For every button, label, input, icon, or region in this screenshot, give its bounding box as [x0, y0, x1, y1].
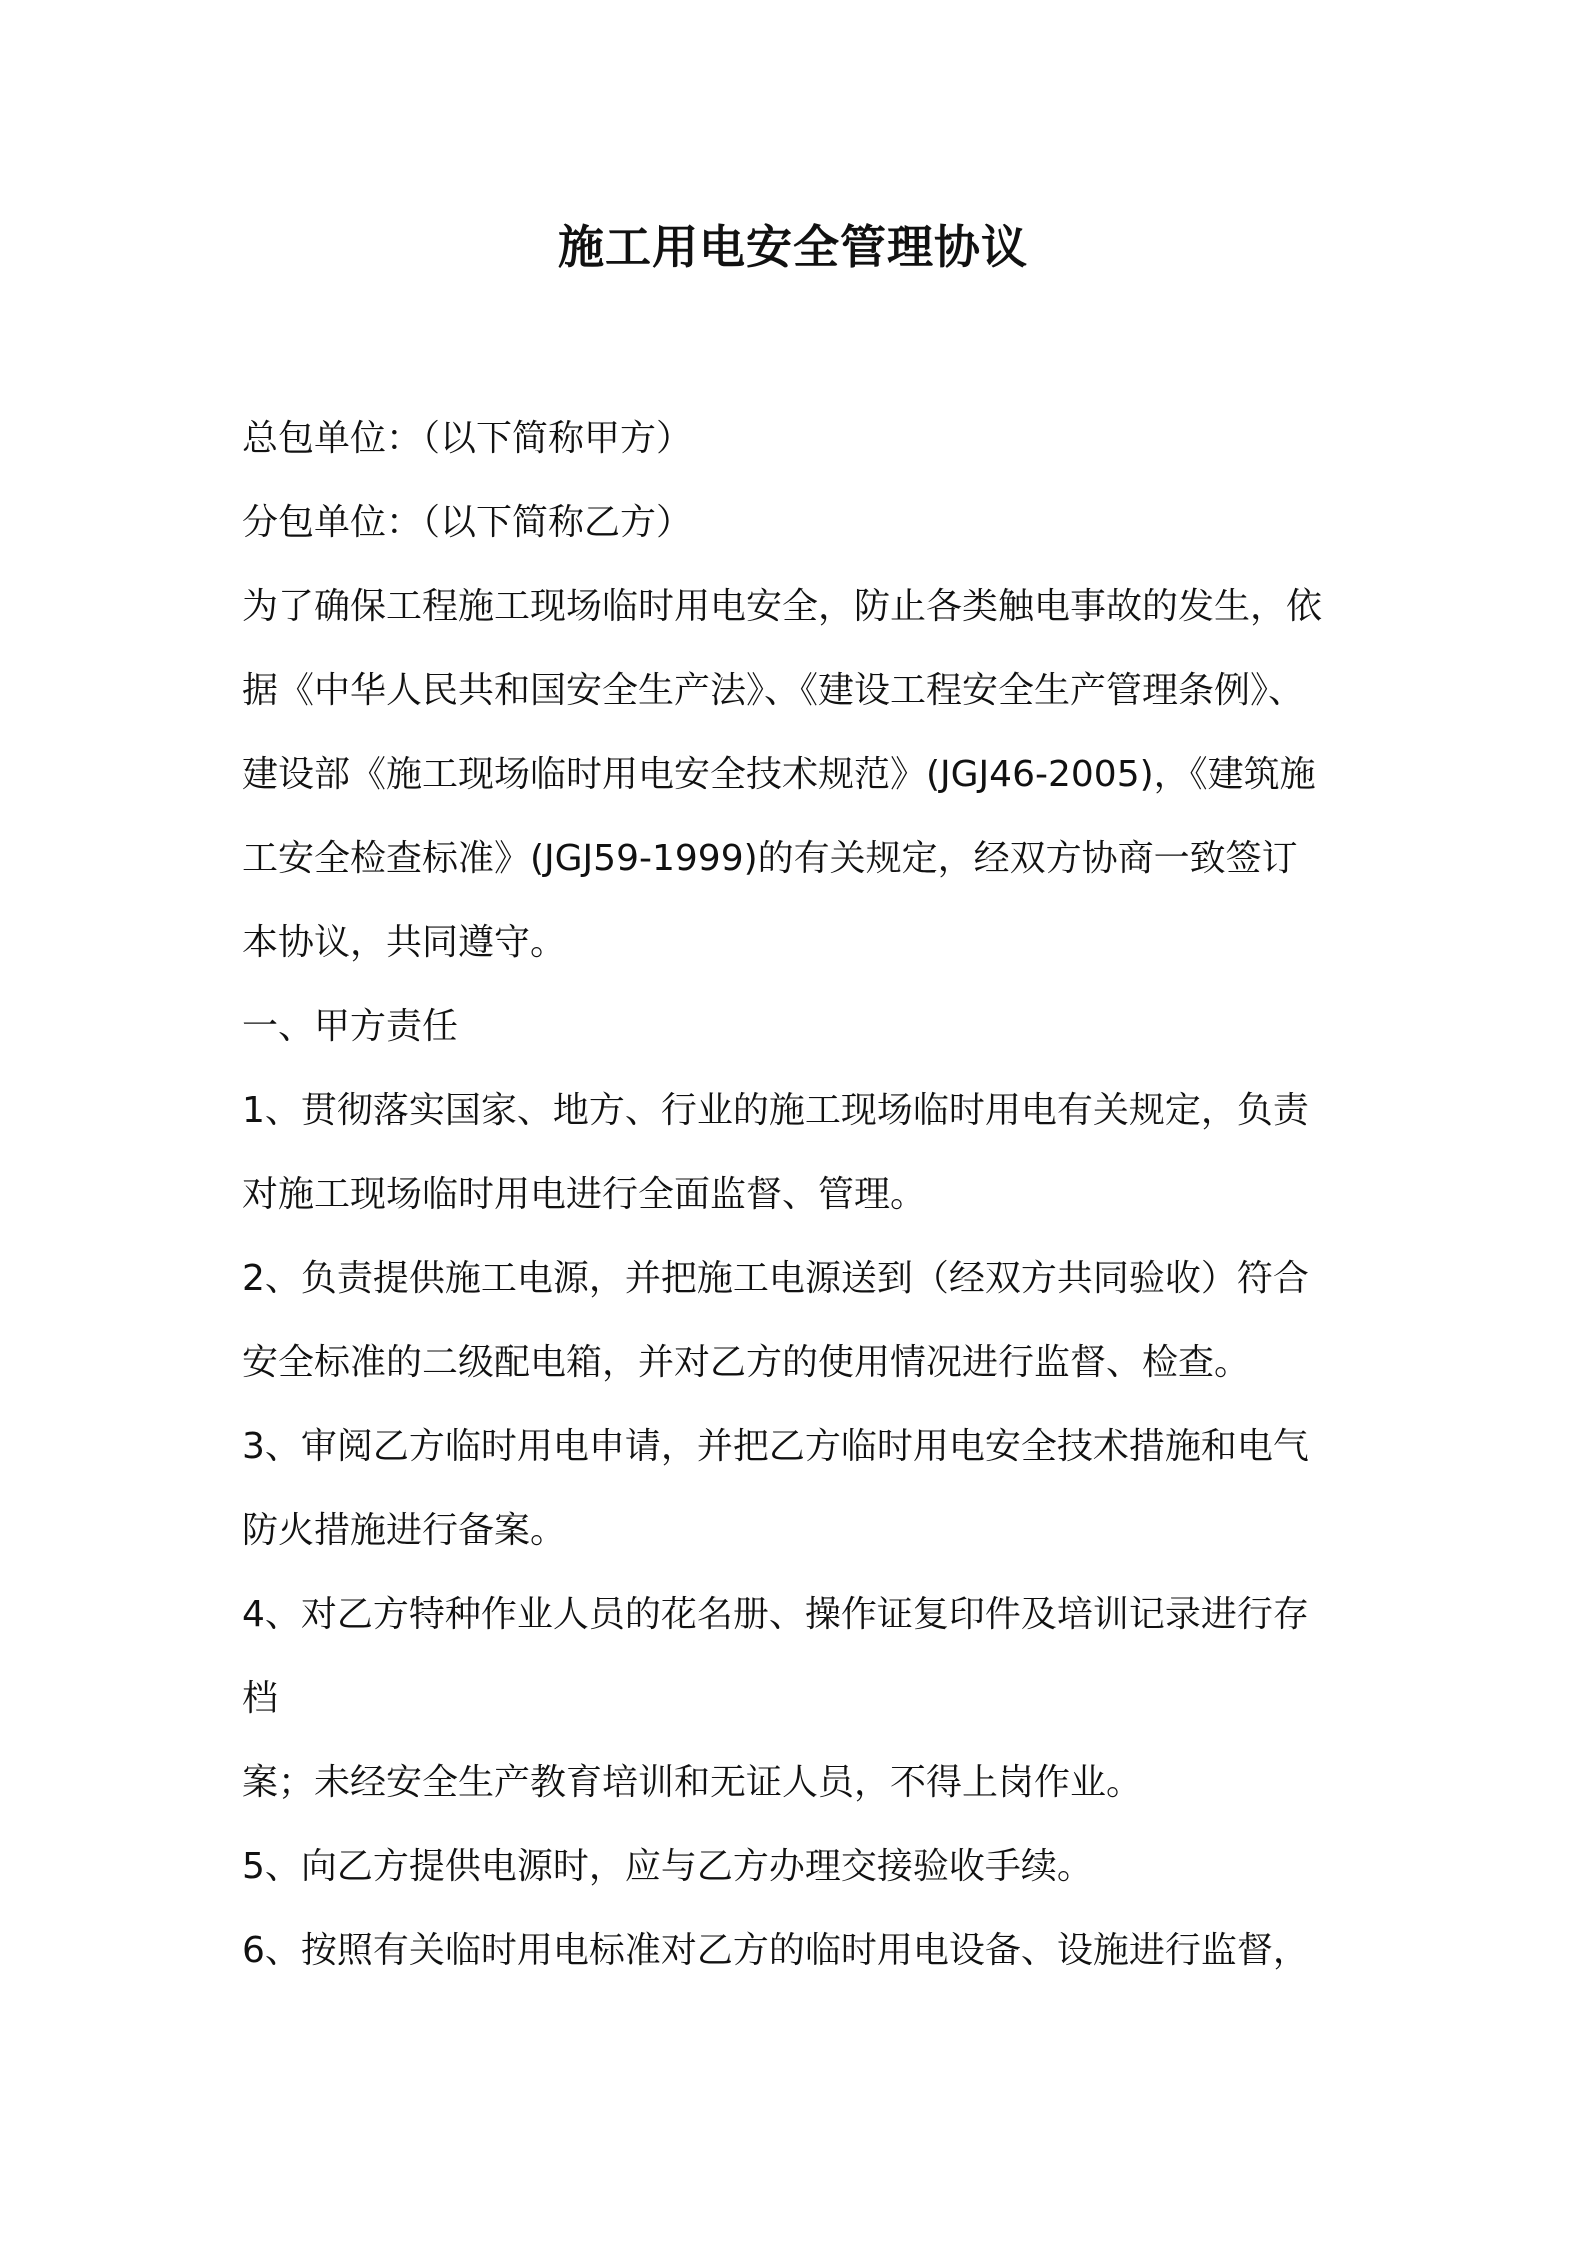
body-line: 为了确保工程施工现场临时用电安全，防止各类触电事故的发生，依	[242, 586, 1323, 627]
body-line: 据《中华人民共和国安全生产法》、《建设工程安全生产管理条例》、	[242, 670, 1305, 711]
document-title: 施工用电安全管理协议	[558, 220, 1028, 274]
body-line: 防火措施进行备案。	[242, 1510, 567, 1551]
body-line: 工安全检查标准》(JGJ59-1999)的有关规定，经双方协商一致签订	[242, 838, 1298, 879]
body-line: 分包单位：（以下简称乙方）	[242, 502, 693, 543]
body-line: 2、负责提供施工电源，并把施工电源送到（经双方共同验收）符合	[242, 1258, 1309, 1299]
body-line: 对施工现场临时用电进行全面监督、管理。	[242, 1174, 927, 1215]
body-line: 案；未经安全生产教育培训和无证人员，不得上岗作业。	[242, 1762, 1143, 1803]
body-line: 6、按照有关临时用电标准对乙方的临时用电设备、设施进行监督，	[242, 1930, 1309, 1971]
body-line: 总包单位：（以下简称甲方）	[242, 418, 693, 459]
body-line: 5、向乙方提供电源时，应与乙方办理交接验收手续。	[242, 1846, 1093, 1887]
body-line: 安全标准的二级配电箱，并对乙方的使用情况进行监督、检查。	[242, 1342, 1251, 1383]
body-line: 建设部《施工现场临时用电安全技术规范》(JGJ46-2005)，《建筑施	[242, 754, 1316, 795]
section-heading: 一、甲方责任	[242, 1006, 459, 1047]
document-body	[242, 397, 1362, 1993]
body-line: 本协议，共同遵守。	[242, 922, 567, 963]
body-line: 4、对乙方特种作业人员的花名册、操作证复印件及培训记录进行存	[242, 1594, 1309, 1635]
body-line: 3、审阅乙方临时用电申请，并把乙方临时用电安全技术措施和电气	[242, 1426, 1309, 1467]
body-line: 1、贯彻落实国家、地方、行业的施工现场临时用电有关规定，负责	[242, 1090, 1309, 1131]
body-line: 档	[242, 1678, 279, 1719]
